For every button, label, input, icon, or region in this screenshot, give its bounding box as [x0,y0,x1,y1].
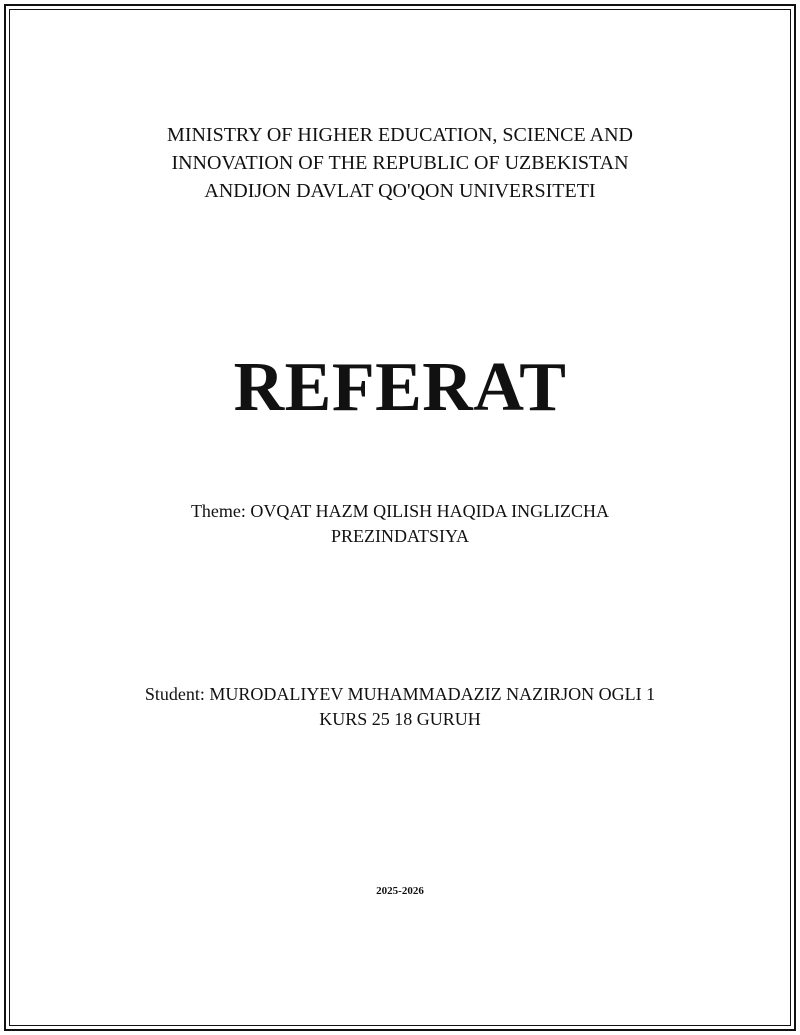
theme-block [0,499,800,549]
institution-header [0,121,800,205]
student-line-2: KURS 25 18 GURUH [319,709,481,729]
document-title: REFERAT [233,349,567,426]
academic-year: 2025-2026 [376,885,424,897]
header-line-3: ANDIJON DAVLAT QO'QON UNIVERSITETI [204,180,596,202]
header-line-1: MINISTRY OF HIGHER EDUCATION, SCIENCE AND [167,124,633,146]
header-line-2: INNOVATION OF THE REPUBLIC OF UZBEKISTAN [171,152,629,174]
student-block [0,682,800,732]
theme-line-2: PREZINDATSIYA [330,526,469,546]
theme-line-1: Theme: OVQAT HAZM QILISH HAQIDA INGLIZCHA [190,501,610,521]
student-line-1: Student: MURODALIYEV MUHAMMADAZIZ NAZIRJON OGLI 1 [144,684,656,704]
